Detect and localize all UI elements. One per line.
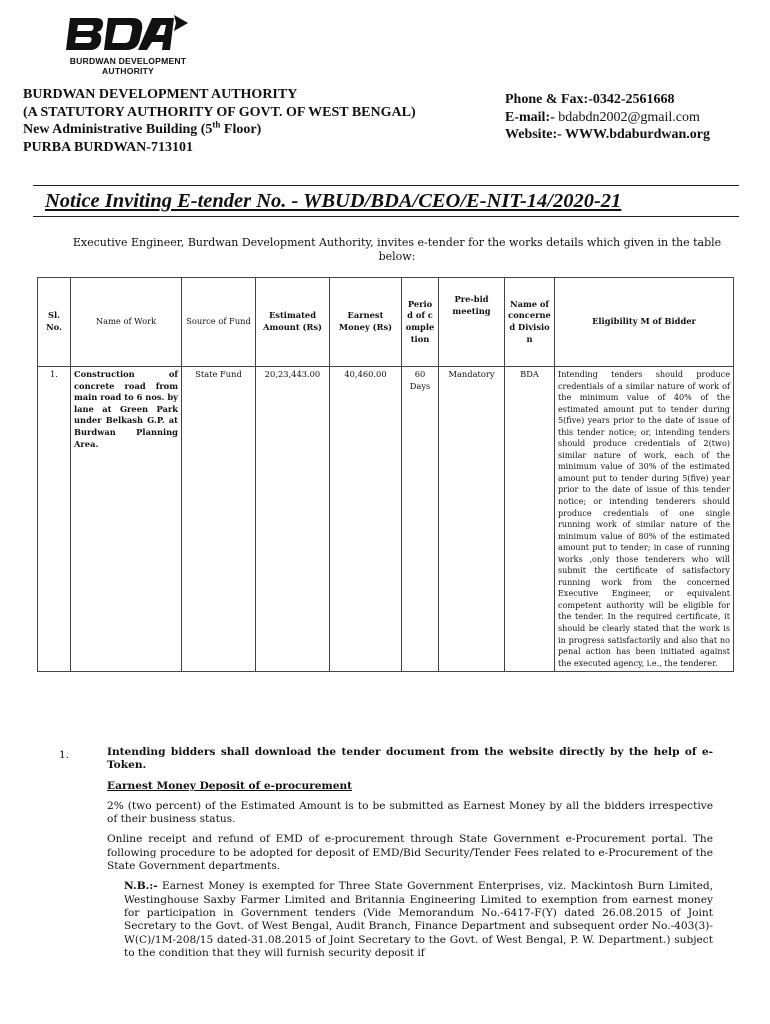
table-row [38, 367, 734, 672]
logo-subtitle-line2: AUTHORITY [102, 66, 154, 76]
phone-line [505, 91, 710, 109]
header-name: Name of Work [71, 278, 182, 367]
org-statutory: (A STATUTORY AUTHORITY OF GOVT. OF WEST BENGAL) [23, 104, 416, 120]
emd-percent: 2% (two percent) of the Estimated Amount is to be submitted as Earnest Money by all the bidders irrespective of their business status. [107, 799, 713, 826]
notes-section [107, 746, 713, 967]
email-line [505, 109, 710, 127]
phone-label: Phone & Fax:- [505, 92, 593, 107]
org-address [23, 121, 416, 139]
header-eligibility: Eligibility M of Bidder [555, 278, 734, 367]
bda-logo-mark-icon [66, 14, 190, 54]
cell-name: Construction of concrete road from main road to 6 nos. by lane at Green Park under Belkash G.P. at Burdwan Planning Area. [71, 367, 182, 672]
org-city: PURBA BURDWAN-713101 [23, 139, 193, 155]
tender-table [37, 277, 734, 672]
notice-intro: Executive Engineer, Burdwan Development Authority, invites e-tender for the works details which given in the table below: [72, 236, 722, 263]
email-value: bdabdn2002@gmail.com [554, 109, 700, 125]
phone-value: 0342-2561668 [592, 92, 675, 107]
header-source: Source of Fund [182, 278, 256, 367]
header-earnest: Earnest Money (Rs) [330, 278, 402, 367]
address-sup: th [212, 119, 221, 130]
website-label: Website:- [505, 127, 566, 142]
header-division: Name of concerned Division [505, 278, 555, 367]
email-label: E-mail:- [505, 109, 555, 125]
header-period: Period of completion [402, 278, 439, 367]
emd-online: Online receipt and refund of EMD of e-procurement through State Government e-Procurement portal. The following procedure to be adopted for deposit of EMD/Bid Security/Tender Fees related to e-Procurement of the State Government departments. [107, 833, 713, 873]
cell-source: State Fund [182, 367, 256, 672]
note-download: Intending bidders shall download the tender document from the website directly by the help of e-Token. [107, 746, 713, 772]
bda-logo [66, 14, 190, 76]
logo-subtitle-line1: BURDWAN DEVELOPMENT [69, 56, 187, 66]
note-number: 1. [59, 749, 70, 761]
address-post: Floor) [220, 122, 262, 137]
emd-heading: Earnest Money Deposit of e-procurement [107, 779, 353, 792]
table-header-row [38, 278, 734, 367]
website-line [505, 126, 710, 144]
cell-prebid: Mandatory [439, 367, 505, 672]
logo-subtitle [66, 56, 190, 76]
address-pre: New Administrative Building (5 [23, 122, 213, 137]
cell-earnest: 40,460.00 [330, 367, 402, 672]
header-sl: Sl. No. [38, 278, 71, 367]
org-address-block [23, 86, 416, 156]
nb-label: N.B.:- [124, 880, 158, 893]
nb-text: Earnest Money is exempted for Three State Government Enterprises, viz. Mackintosh Burn Limited, Westinghouse Saxby Farmer Limited and Britannia Engineering Limited to exemption from earnest money for participation in Government tenders (Vide Memorandum No.-6417-F(Y) dated 26.08.2015 of Joint Secretary to the Govt. of West Bengal, Audit Branch, Finance Department and subsequent order No.-403(3)-W(C)/1M-208/15 dated-31.08.2015 of Joint Secretary to the Govt. of West Bengal, P. W. Department.) subject to the condition that they will furnish security deposit if [124, 880, 713, 959]
cell-division: BDA [505, 367, 555, 672]
website-value: WWW.bdaburdwan.org [565, 127, 710, 142]
header-estimated: Estimated Amount (Rs) [256, 278, 330, 367]
org-name: BURDWAN DEVELOPMENT AUTHORITY [23, 87, 298, 102]
notice-title: Notice Inviting E-tender No. - WBUD/BDA/CEO/E-NIT-14/2020-21 [45, 190, 622, 212]
nb-paragraph [124, 880, 713, 960]
header-prebid: Pre-bid meeting [439, 278, 505, 367]
cell-period: 60 Days [402, 367, 439, 672]
contact-block [505, 91, 710, 144]
cell-sl: 1. [38, 367, 71, 672]
cell-estimated: 20,23,443.00 [256, 367, 330, 672]
cell-eligibility: Intending tenders should produce credentials of a similar nature of work of the minimum value of 40% of the estimated amount put to tender during 5(five) years prior to the date of issue of this tender notice; or, intending tenders should produce credentials of 2(two) similar nature of work, each of the minimum value of 30% of the estimated amount put to tender during 5(five) year prior to the date of issue of this tender notice; or intending tenderers should produce credentials of one single running work of similar nature of the minimum value of 80% of the estimated amount put to tender; in case of running works ,only those tenderers who will submit the certificate of satisfactory running work from the concerned Executive Engineer, or equivalent competent authority will be eligible for the tender. In the required certificate, it should be clearly stated that the work is in progress satisfactorily and also that no penal action has been initiated against the executed agency, i.e., the tenderer. [555, 367, 734, 672]
